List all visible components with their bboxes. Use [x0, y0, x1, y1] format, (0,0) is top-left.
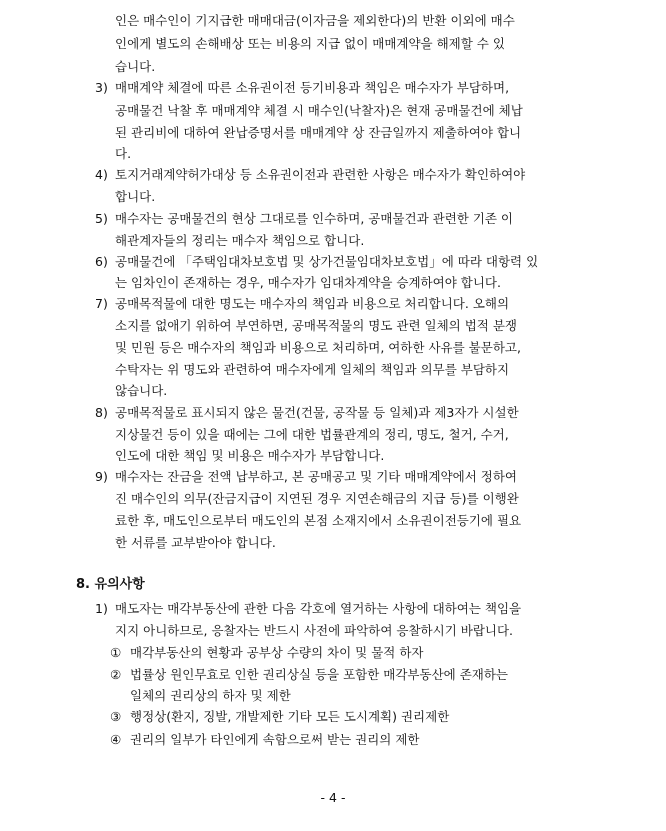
line-text: 진 매수인의 의무(잔금지급이 지연된 경우 지연손해금의 지급 등)를 이행완	[115, 491, 519, 506]
line-text: 인도에 대한 책임 및 비용은 매수자가 부담합니다.	[115, 448, 385, 463]
line-text: 매매계약 체결에 따른 소유권이전 등기비용과 책임은 매수자가 부담하며,	[115, 80, 510, 95]
item-number: 6)	[95, 254, 108, 269]
line-text: 다.	[115, 146, 132, 161]
line-text: 및 민원 등은 매수자의 책임과 비용으로 처리하며, 여하한 사유를 불문하고,	[115, 340, 521, 355]
line-text: 소지를 없애기 위하여 부연하면, 공매목적물의 명도 관련 일체의 법적 분쟁	[115, 318, 517, 333]
line-text: 해관계자들의 정리는 매수자 책임으로 합니다.	[115, 233, 365, 248]
line-text: 매수자는 잔금을 전액 납부하고, 본 공매공고 및 기타 매매계약에서 정하여	[115, 469, 517, 484]
line-text: 된 관리비에 대하여 완납증명서를 매매계약 상 잔금일까지 제출하여야 합니	[115, 125, 522, 140]
item-number: 5)	[95, 211, 108, 226]
item-number: 9)	[95, 469, 108, 484]
item-number: 4)	[95, 167, 108, 182]
line-text: 지지 아니하므로, 응찰자는 반드시 사전에 파악하여 응찰하시기 바랍니다.	[115, 623, 514, 638]
line-text: 는 임차인이 존재하는 경우, 매수자가 임대차계약을 승계하여야 합니다.	[115, 275, 501, 290]
line-text: 토지거래계약허가대상 등 소유권이전과 관련한 사항은 매수자가 확인하여야	[115, 167, 526, 182]
line-text: 행정상(환지, 징발, 개발제한 기타 모든 도시계획) 권리제한	[130, 709, 450, 724]
item-number: 1)	[95, 601, 108, 616]
page-number: - 4 -	[320, 790, 346, 805]
line-text: 수탁자는 위 명도와 관련하여 매수자에게 일체의 책임과 의무를 부담하지	[115, 362, 510, 377]
line-text: 권리의 일부가 타인에게 속함으로써 받는 권리의 제한	[130, 732, 420, 747]
line-text: 매수자는 공매물건의 현상 그대로를 인수하며, 공매물건과 관련한 기존 이	[115, 211, 514, 226]
line-text: 일체의 권리상의 하자 및 제한	[130, 688, 291, 703]
line-text: 공매목적물에 대한 명도는 매수자의 책임과 비용으로 처리합니다. 오해의	[115, 296, 510, 311]
line-text: 지상물건 등이 있을 때에는 그에 대한 법률관계의 정리, 명도, 철거, 수거,	[115, 427, 509, 442]
line-text: 인은 매수인이 기지급한 매매대금(이자금을 제외한다)의 반환 이외에 매수	[115, 13, 515, 28]
circled-number: ①	[110, 645, 122, 660]
line-text: 인에게 별도의 손해배상 또는 비용의 지급 없이 매매계약을 해제할 수 있	[115, 36, 505, 51]
circled-number: ④	[110, 732, 122, 747]
section-title: 8. 유의사항	[76, 577, 145, 592]
line-text: 습니다.	[115, 59, 156, 74]
line-text: 한 서류를 교부받아야 합니다.	[115, 535, 276, 550]
item-number: 7)	[95, 296, 108, 311]
circled-number: ③	[110, 709, 122, 724]
line-text: 법률상 원인무효로 인한 권리상실 등을 포함한 매각부동산에 존재하는	[130, 667, 508, 682]
line-text: 공매물건 낙찰 후 매매계약 체결 시 매수인(낙찰자)은 현재 공매물건에 체납	[115, 103, 523, 118]
line-text: 료한 후, 매도인으로부터 매도인의 본점 소재지에서 소유권이전등기에 필요	[115, 513, 522, 528]
item-number: 8)	[95, 405, 108, 420]
line-text: 합니다.	[115, 189, 156, 204]
item-number: 3)	[95, 80, 108, 95]
line-text: 매도자는 매각부동산에 관한 다음 각호에 열거하는 사항에 대하여는 책임을	[115, 601, 522, 616]
line-text: 공매목적물로 표시되지 않은 물건(건물, 공작물 등 일체)과 제3자가 시설한	[115, 405, 519, 420]
line-text: 매각부동산의 현황과 공부상 수량의 차이 및 물적 하자	[130, 645, 424, 660]
line-text: 않습니다.	[115, 383, 168, 398]
line-text: 공매물건에 「주택임대차보호법 및 상가건물임대차보호법」에 따라 대항력 있	[115, 254, 539, 269]
circled-number: ②	[110, 667, 122, 682]
